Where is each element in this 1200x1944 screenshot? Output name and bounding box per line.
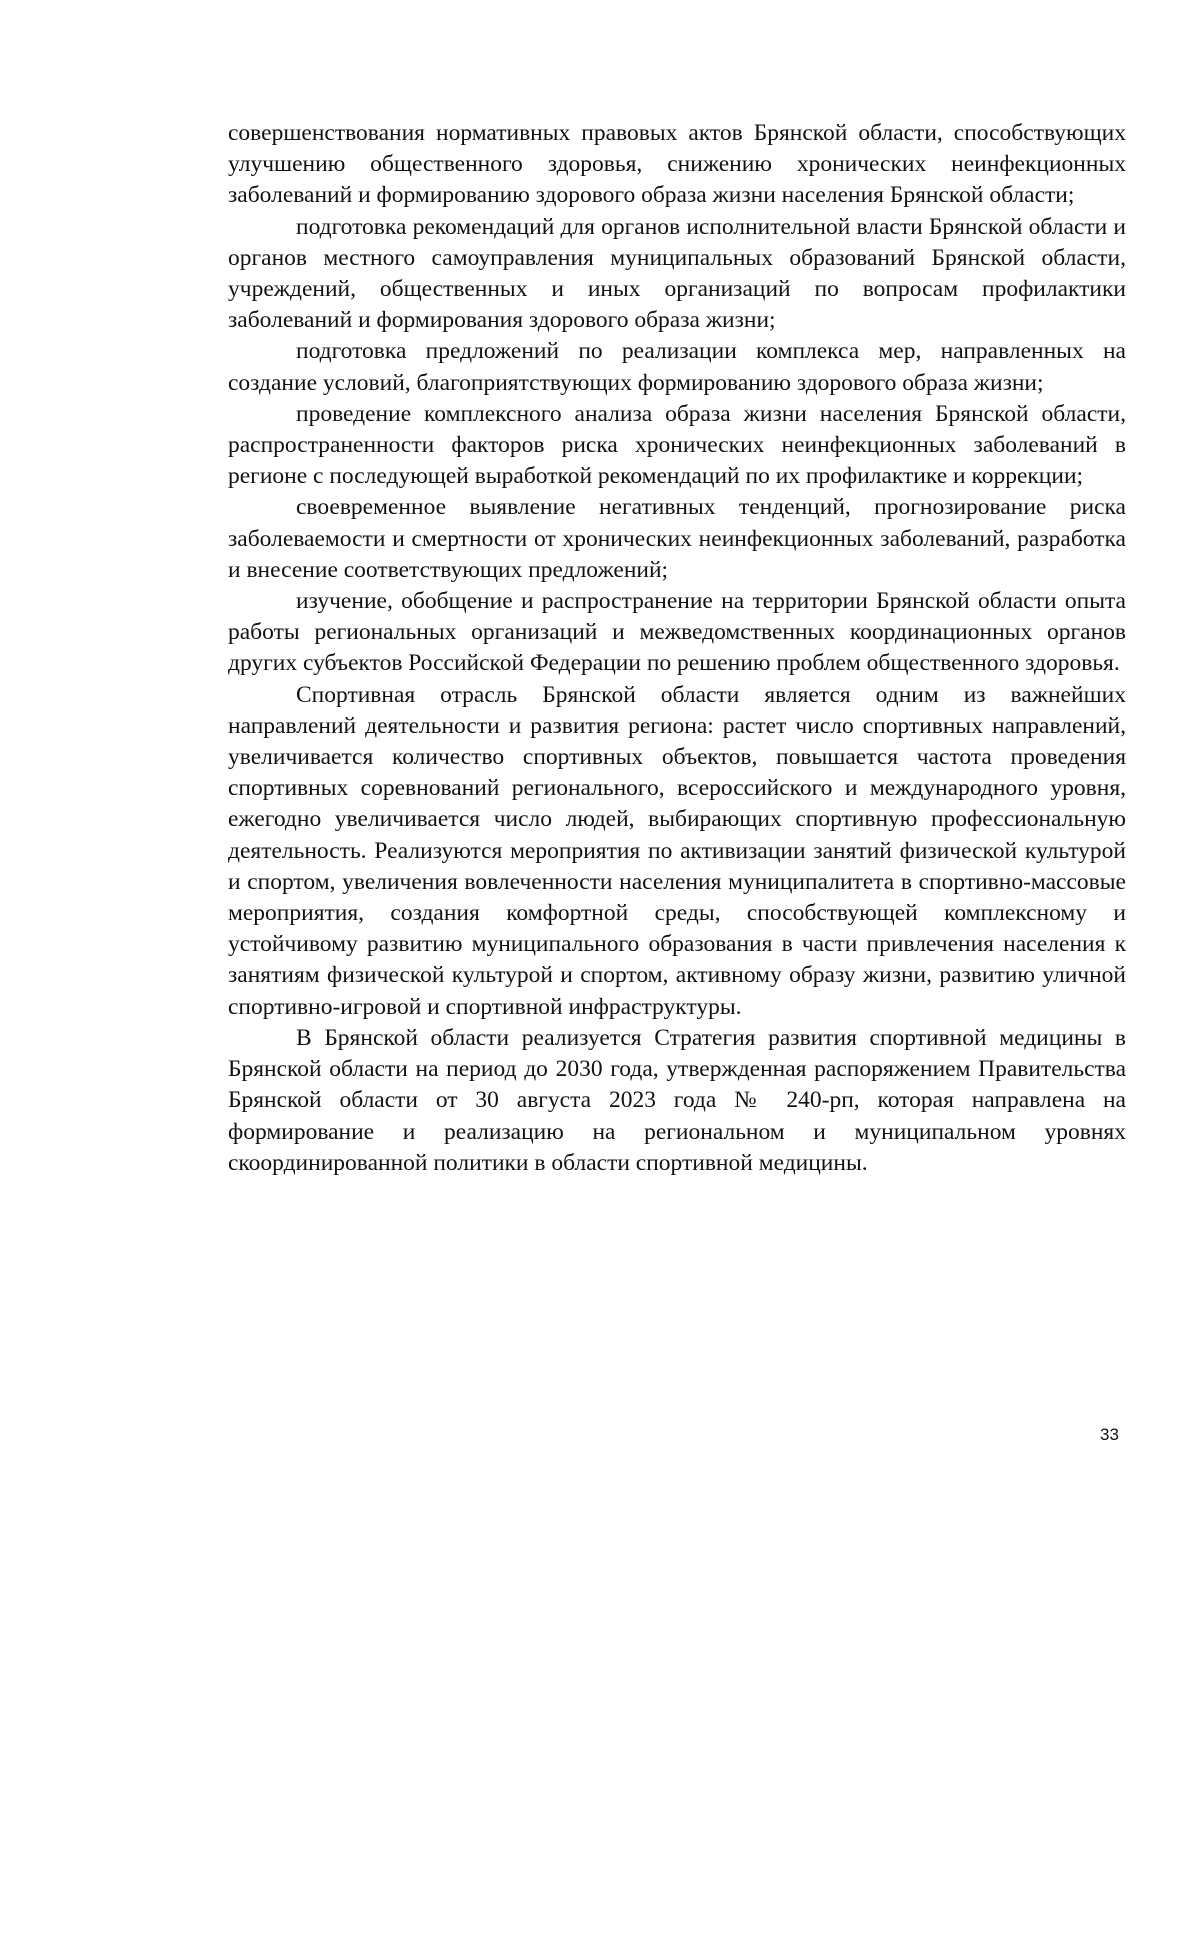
paragraph-analysis: проведение комплексного анализа образа жизни населения Брянской области, распространенности факторов риска хронических неинфекционных заболеваний в регионе с последующей выработкой рекомендаций по их профилактике и коррекции; xyxy=(228,400,1126,490)
paragraph-proposals: подготовка предложений по реализации комплекса мер, направленных на создание условий, благоприятствующих формированию здорового образа жизни; xyxy=(228,338,1126,396)
paragraph-experience: изучение, обобщение и распространение на территории Брянской области опыта работы региональных организаций и межведомственных координационных органов других субъектов Российской Федерации по решению проблем общественного здоровья. xyxy=(228,588,1126,677)
paragraph-sports-industry: Спортивная отрасль Брянской области является одним из важнейших направлений деятельности и развития региона: растет число спортивных направлений, увеличивается количество спортивных объектов, повышается частота проведения спортивных соревнований регионального, всероссийского и международного уровня, ежегодно увеличивается число людей, выбирающих спортивную профессиональную деятельность. Реализуются мероприятия по активизации занятий физической культурой и спортом, увеличения вовлеченности населения муниципалитета в спортивно-массовые мероприятия, создания комфортной среды, способствующей комплексному и устойчивому развитию муниципального образования в части привлечения населения к занятиям физической культурой и спортом, активному образу жизни, развитию уличной спортивно-игровой и спортивной инфраструктуры. xyxy=(228,681,1126,1020)
paragraph-trends: своевременное выявление негативных тенденций, прогнозирование риска заболеваемости и смертности от хронических неинфекционных заболеваний, разработка и внесение соответствующих предложений; xyxy=(228,494,1126,583)
page-number: 33 xyxy=(1100,1425,1119,1444)
paragraph-sports-medicine-strategy: В Брянской области реализуется Стратегия развития спортивной медицины в Брянской области на период до 2030 года, утвержденная распоряжением Правительства Брянской области от 30 августа 2023 года № 240-рп, которая направлена на формирование и реализацию на региональном и муниципальном уровнях скоординированной политики в области спортивной медицины. xyxy=(228,1024,1126,1176)
paragraph-recommendations: подготовка рекомендаций для органов исполнительной власти Брянской области и органов местного самоуправления муниципальных образований Брянской области, учреждений, общественных и иных организаций по вопросам профилактики заболеваний и формирования здорового образа жизни; xyxy=(228,213,1126,334)
document-body xyxy=(228,118,1126,1179)
paragraph-continuation: совершенствования нормативных правовых актов Брянской области, способствующих улучшению общественного здоровья, снижению хронических неинфекционных заболеваний и формированию здорового образа жизни населения Брянской области; xyxy=(228,120,1126,209)
